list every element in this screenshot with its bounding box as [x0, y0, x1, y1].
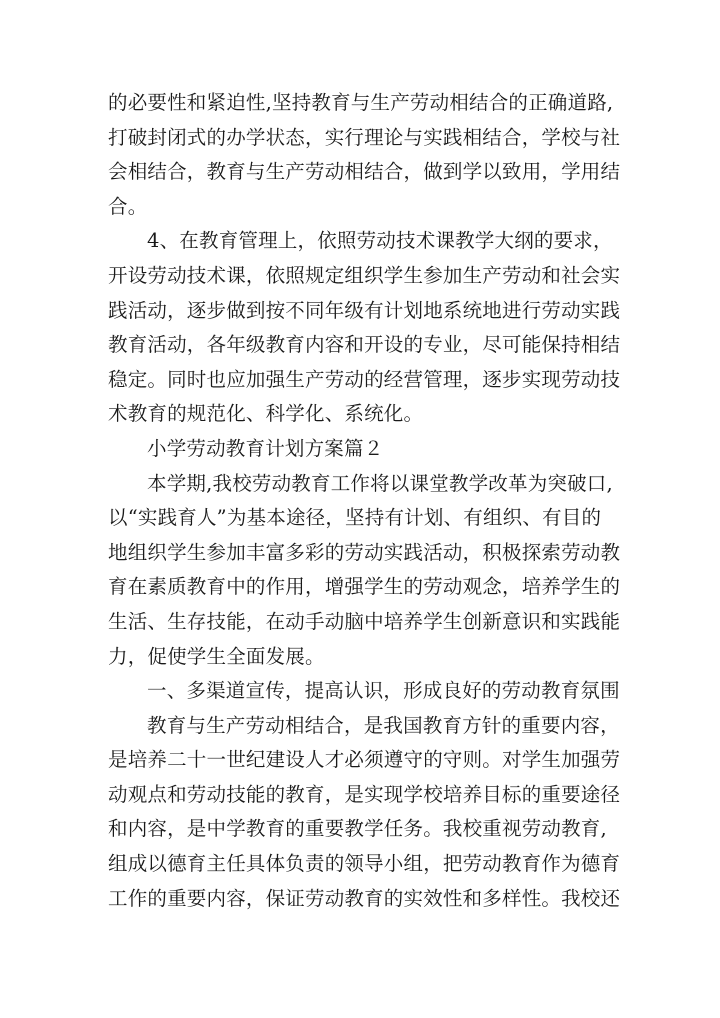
text-line: 的必要性和紧迫性,坚持教育与生产劳动相结合的正确道路,: [108, 91, 614, 114]
text-line: 稳定。同时也应加强生产劳动的经营管理，逐步实现劳动技: [108, 367, 621, 391]
text-line: 打破封闭式的办学状态，实行理论与实践相结合，学校与社: [108, 125, 621, 149]
document-body: [108, 86, 636, 916]
text-line: 地组织学生参加丰富多彩的劳动实践活动，积极探索劳动教: [108, 540, 621, 564]
text-line: 践活动，逐步做到按不同年级有计划地系统地进行劳动实践: [108, 298, 621, 322]
text-line: 本学期,我校劳动教育工作将以课堂教学改革为突破口,: [147, 471, 613, 495]
text-line: 动观点和劳动技能的教育，是实现学校培养目标的重要途径: [108, 782, 621, 806]
text-line: 合。: [108, 194, 148, 218]
text-line: 工作的重要内容，保证劳动教育的实效性和多样性。我校还: [108, 886, 621, 910]
text-line: 教育活动，各年级教育内容和开设的专业，尽可能保持相结: [108, 333, 621, 357]
text-line: 教育与生产劳动相结合，是我国教育方针的重要内容，: [147, 713, 620, 737]
text-line: 开设劳动技术课，依照规定组织学生参加生产劳动和社会实: [108, 263, 621, 287]
text-line: 是培养二十一世纪建设人才必须遵守的守则。对学生加强劳: [108, 748, 621, 772]
text-line: 以“实践育人”为基本途径，坚持有计划、有组织、有目的: [108, 506, 602, 530]
text-line: 育在素质教育中的作用，增强学生的劳动观念，培养学生的: [108, 575, 621, 599]
text-line: 4、在教育管理上，依照劳动技术课教学大纲的要求，: [147, 229, 613, 253]
text-line: 小学劳动教育计划方案篇２: [147, 436, 384, 460]
text-line: 一、多渠道宣传，提高认识，形成良好的劳动教育氛围: [147, 679, 620, 703]
text-line: 生活、生存技能，在动手动脑中培养学生创新意识和实践能: [108, 609, 621, 633]
text-line: 和内容，是中学教育的重要教学任务。我校重视劳动教育,: [108, 817, 607, 841]
text-line: 力，促使学生全面发展。: [108, 644, 325, 668]
text-line: 会相结合，教育与生产劳动相结合，做到学以致用，学用结: [108, 160, 621, 184]
text-line: 组成以德育主任具体负责的领导小组，把劳动教育作为德育: [108, 852, 621, 876]
text-line: 术教育的规范化、科学化、系统化。: [108, 402, 424, 426]
